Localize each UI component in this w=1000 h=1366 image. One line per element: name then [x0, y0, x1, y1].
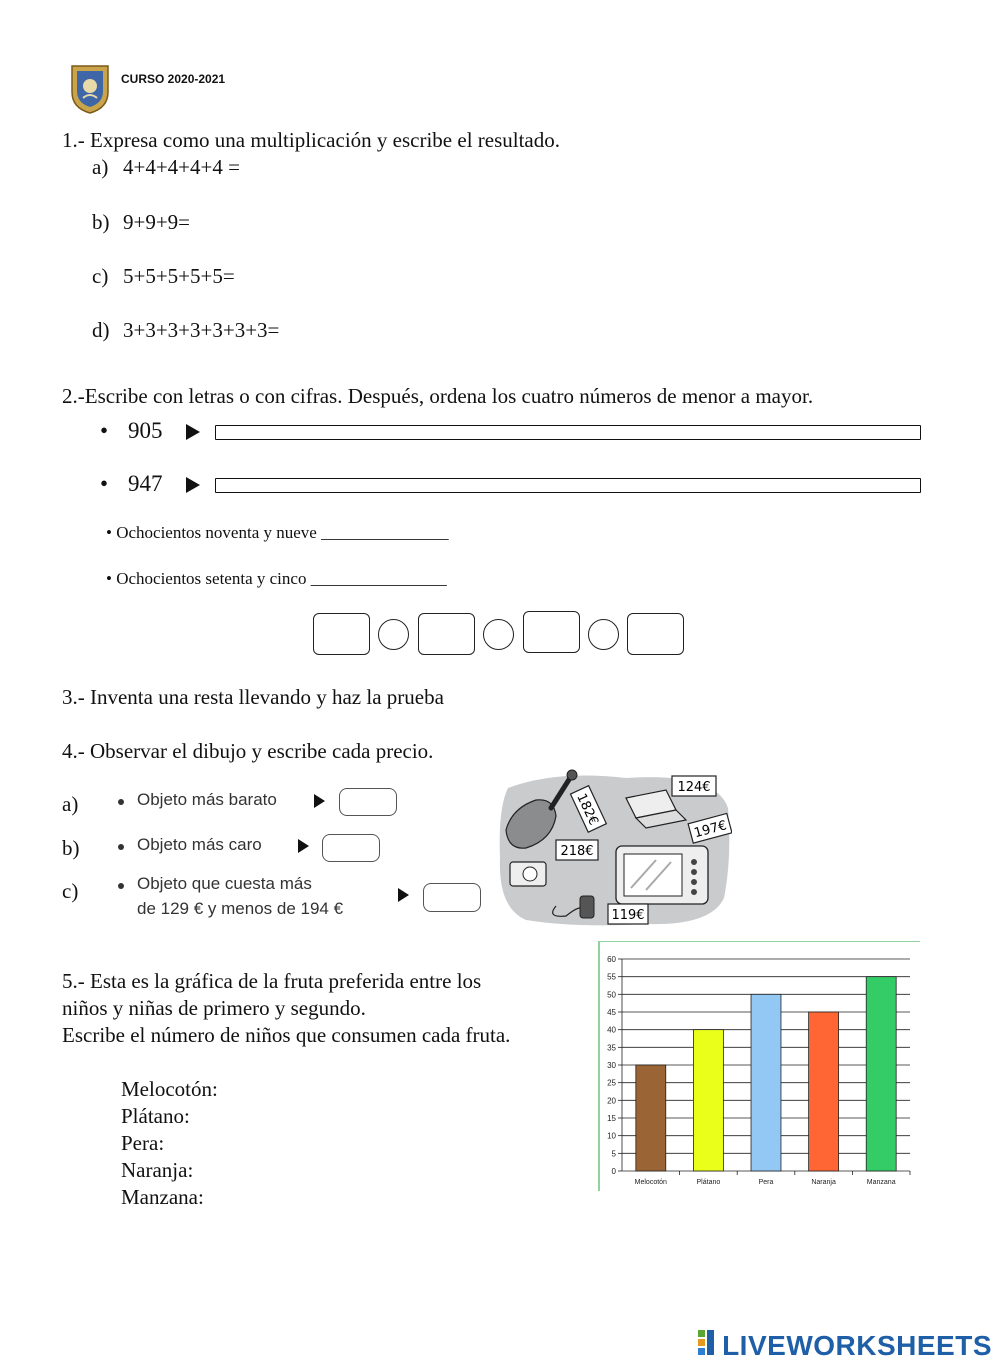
- q4-item-b-text: Objeto más caro: [137, 835, 262, 854]
- q2-word-item-2: • Ochocientos setenta y cinco ________________: [106, 569, 447, 588]
- q5-fruit-manzana: Manzana:: [121, 1185, 204, 1209]
- q5-title-line-3: Escribe el número de niños que consumen cada fruta.: [62, 1023, 511, 1047]
- price-tag-197-text: 197€: [692, 818, 729, 842]
- answer-field-most-expensive[interactable]: [322, 834, 380, 862]
- chart-y-tick-label: 40: [607, 1025, 616, 1035]
- q4-item-a-label: a): [62, 792, 79, 816]
- q5-title-line-1: 5.- Esta es la gráfica de la fruta preferida entre los: [62, 969, 482, 993]
- camera-icon: [510, 862, 546, 886]
- arrow-right-icon: [186, 424, 200, 440]
- q3-title: 3.- Inventa una resta llevando y haz la prueba: [62, 685, 444, 709]
- bullet-icon: •: [100, 418, 109, 443]
- bullet-icon: •: [100, 471, 109, 496]
- liveworksheets-logo-icon: [698, 1330, 720, 1358]
- order-box-3[interactable]: [523, 611, 580, 653]
- chart-bar-plátano: [693, 1030, 723, 1171]
- liveworksheets-brand: LIVEWORKSHEETS: [722, 1330, 992, 1361]
- answer-field-between[interactable]: [423, 883, 481, 912]
- chart-bar-pera: [751, 994, 781, 1171]
- arrow-right-icon: [186, 477, 200, 493]
- school-crest-logo: [70, 64, 110, 114]
- q1-item-a-label: a): [92, 155, 109, 179]
- price-tag-124-text: 124€: [677, 780, 711, 795]
- q2-number-905: 905: [128, 418, 163, 443]
- chart-bar-melocotón: [636, 1065, 666, 1171]
- arrow-right-icon: [398, 888, 409, 902]
- q4-item-c-label: c): [62, 879, 79, 903]
- chart-x-tick-label: Naranja: [811, 1179, 836, 1186]
- chart-y-tick-label: 45: [607, 1008, 616, 1017]
- fruit-preference-bar-chart: [598, 941, 920, 1191]
- answer-field-905[interactable]: [215, 425, 921, 440]
- order-box-2[interactable]: [418, 613, 475, 655]
- q2-number-947: 947: [128, 471, 163, 496]
- bullet-icon: [118, 883, 124, 889]
- q5-fruit-pera: Pera:: [121, 1131, 165, 1155]
- chart-x-tick-label: Manzana: [866, 1179, 896, 1186]
- course-label: CURSO 2020-2021: [121, 72, 226, 86]
- order-box-4[interactable]: [627, 613, 684, 655]
- q4-item-c-text-line1: Objeto que cuesta más: [137, 874, 312, 893]
- order-sign-circle-3[interactable]: [588, 619, 619, 650]
- chart-y-tick-label: 5: [611, 1149, 616, 1159]
- chart-y-tick-label: 50: [607, 990, 616, 1000]
- price-tag-218: [556, 840, 598, 860]
- order-sign-circle-2[interactable]: [483, 619, 514, 650]
- chart-y-tick-label: 55: [607, 972, 616, 982]
- chart-y-tick-label: 10: [607, 1131, 616, 1141]
- price-tag-182-text: 182€: [573, 791, 601, 828]
- order-box-1[interactable]: [313, 613, 370, 655]
- chart-x-tick-label: Melocotón: [634, 1179, 667, 1186]
- chart-y-tick-label: 35: [607, 1043, 616, 1053]
- order-sign-circle-1[interactable]: [378, 619, 409, 650]
- chart-x-tick-label: Pera: [758, 1179, 774, 1186]
- q5-fruit-platano: Plátano:: [121, 1104, 190, 1128]
- price-tag-119: [608, 904, 648, 924]
- chart-bar-manzana: [866, 977, 896, 1171]
- q1-item-d-expr: 3+3+3+3+3+3+3=: [123, 318, 280, 342]
- q5-fruit-melocoton: Melocotón:: [121, 1077, 218, 1101]
- bullet-icon: [118, 844, 124, 850]
- q4-item-c-text-line2: de 129 € y menos de 194 €: [137, 899, 344, 918]
- q1-item-c-label: c): [92, 264, 109, 288]
- arrow-right-icon: [298, 839, 309, 853]
- chart-y-tick-label: 15: [607, 1114, 616, 1123]
- arrow-right-icon: [314, 794, 325, 808]
- shopping-items-illustration: [496, 768, 732, 928]
- q1-item-c-expr: 5+5+5+5+5=: [123, 264, 235, 288]
- q1-item-d-label: d): [92, 318, 110, 342]
- answer-field-947[interactable]: [215, 478, 921, 493]
- q1-item-b-label: b): [92, 210, 110, 234]
- chart-y-tick-label: 25: [607, 1078, 616, 1088]
- q1-title: 1.- Expresa como una multiplicación y escribe el resultado.: [62, 128, 561, 152]
- price-tag-119-text: 119€: [611, 908, 645, 923]
- chart-y-tick-label: 30: [607, 1061, 616, 1070]
- chart-y-tick-label: 0: [611, 1167, 616, 1176]
- price-tag-218-text: 218€: [560, 844, 594, 859]
- q1-item-a-expr: 4+4+4+4+4 =: [123, 155, 240, 179]
- chart-y-tick-label: 60: [607, 955, 616, 964]
- q5-fruit-naranja: Naranja:: [121, 1158, 194, 1182]
- q2-title: 2.-Escribe con letras o con cifras. Después, ordena los cuatro números de menor a mayor.: [62, 384, 814, 408]
- q4-item-a-text: Objeto más barato: [137, 790, 277, 809]
- microwave-icon: [616, 846, 708, 904]
- chart-x-tick-label: Plátano: [696, 1179, 721, 1186]
- price-tag-124: [672, 776, 716, 796]
- answer-field-cheapest[interactable]: [339, 788, 397, 816]
- chart-bar-naranja: [809, 1012, 839, 1171]
- q5-title-line-2: niños y niñas de primero y segundo.: [62, 996, 366, 1020]
- q2-word-item-1: • Ochocientos noventa y nueve _______________: [106, 523, 449, 542]
- q1-item-b-expr: 9+9+9=: [123, 210, 191, 234]
- q4-title: 4.- Observar el dibujo y escribe cada precio.: [62, 739, 434, 763]
- q4-item-b-label: b): [62, 836, 80, 860]
- bullet-icon: [118, 799, 124, 805]
- chart-y-tick-label: 20: [607, 1096, 616, 1106]
